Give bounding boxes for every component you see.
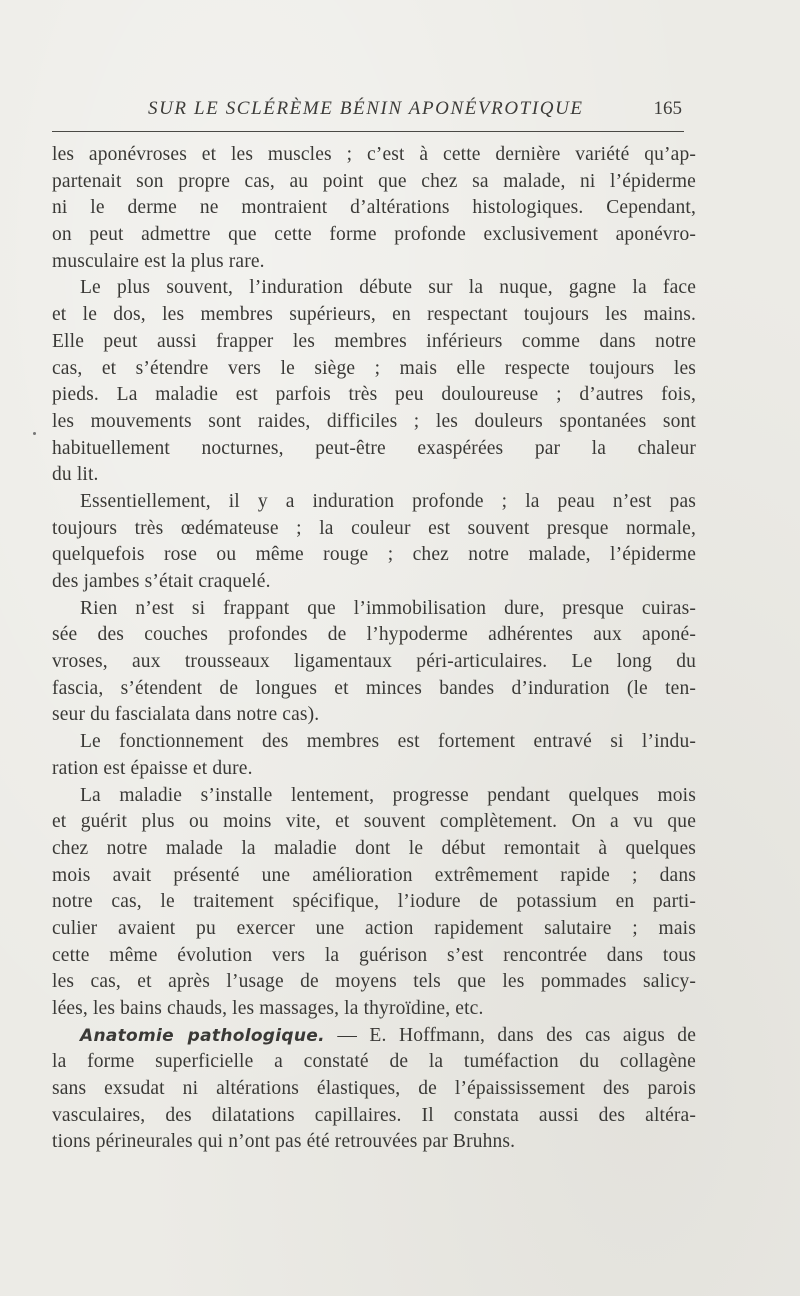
text-line: des jambes s’était craquelé.	[52, 571, 271, 592]
text-line: Essentiellement, il y a induration profonde ; la peau n’est pas	[80, 490, 696, 512]
text-line: tions périneurales qui n’ont pas été retrouvées par Bruhns.	[52, 1131, 516, 1153]
header-rule	[52, 131, 684, 132]
text-line: ni le derme ne montraient d’altérations histologiques. Cependant,	[52, 197, 696, 219]
text-line: Le plus souvent, l’induration débute sur la nuque, gagne la face	[80, 277, 696, 299]
text-line: toujours très œdémateuse ; la couleur est souvent presque normale,	[52, 517, 696, 539]
text-line: ration est épaisse et dure.	[52, 757, 253, 779]
text-line: et guérit plus ou moins vite, et souvent complètement. On a vu que	[52, 811, 696, 833]
running-head	[52, 98, 684, 124]
text-line: lées, les bains chauds, les massages, la thyroïdine, etc.	[52, 998, 484, 1019]
section-first-line-text: — E. Hoffmann, dans des cas aigus de	[324, 1024, 696, 1046]
text-line: la forme superficielle a constaté de la tuméfaction du collagène	[52, 1051, 696, 1073]
text-line: les mouvements sont raides, difficiles ; les douleurs spontanées sont	[52, 410, 696, 432]
section-first-line	[52, 1023, 696, 1050]
text-line: cas, et s’étendre vers le siège ; mais elle respecte toujours les	[52, 357, 696, 379]
text-line: et le dos, les membres supérieurs, en respectant toujours les mains.	[52, 304, 696, 326]
text-line: vasculaires, des dilatations capillaires. Il constata aussi des altéra-	[52, 1104, 696, 1126]
text-line: fascia, s’étendent de longues et minces bandes d’induration (le ten-	[52, 677, 696, 699]
text-line: Rien n’est si frappant que l’immobilisation dure, presque cuiras-	[80, 597, 696, 619]
text-line: sans exsudat ni altérations élastiques, de l’épaississement des parois	[52, 1078, 696, 1100]
text-line: cette même évolution vers la guérison s’est rencontrée dans tous	[52, 944, 696, 966]
text-line: La maladie s’installe lentement, progresse pendant quelques mois	[80, 784, 696, 806]
text-line: Le fonctionnement des membres est fortement entravé si l’indu-	[80, 731, 696, 753]
page-number: 165	[653, 98, 682, 119]
text-line: mois avait présenté une amélioration extrêmement rapide ; dans	[52, 864, 696, 886]
text-line: les aponévroses et les muscles ; c’est à cette dernière variété qu’ap-	[52, 144, 696, 165]
text-line: quelquefois rose ou même rouge ; chez notre malade, l’épiderme	[52, 544, 696, 566]
body-text	[52, 142, 696, 1156]
text-line: sée des couches profondes de l’hypoderme adhérentes aux aponé-	[52, 624, 696, 646]
text-line: seur du fascialata dans notre cas).	[52, 704, 320, 726]
text-line: Elle peut aussi frapper les membres inférieurs comme dans notre	[52, 330, 696, 352]
running-title: SUR LE SCLÉRÈME BÉNIN APONÉVROTIQUE	[148, 98, 584, 119]
text-line: musculaire est la plus rare.	[52, 250, 265, 272]
margin-speck	[33, 432, 36, 435]
text-line: vroses, aux trousseaux ligamentaux péri-articulaires. Le long du	[52, 651, 696, 673]
text-line: chez notre malade la maladie dont le début remontait à quelques	[52, 837, 696, 859]
text-line: du lit.	[52, 464, 99, 486]
text-line: culier avaient pu exercer une action rapidement salutaire ; mais	[52, 917, 696, 939]
text-line: on peut admettre que cette forme profonde exclusivement aponévro-	[52, 224, 696, 246]
text-line: les cas, et après l’usage de moyens tels que les pommades salicy-	[52, 971, 696, 993]
text-line: pieds. La maladie est parfois très peu douloureuse ; d’autres fois,	[52, 384, 696, 406]
text-line: partenait son propre cas, au point que chez sa malade, ni l’épiderme	[52, 170, 696, 192]
text-line: habituellement nocturnes, peut-être exaspérées par la chaleur	[52, 437, 696, 459]
section-heading: Anatomie pathologique.	[80, 1025, 325, 1046]
text-line: notre cas, le traitement spécifique, l’iodure de potassium en parti-	[52, 891, 696, 913]
